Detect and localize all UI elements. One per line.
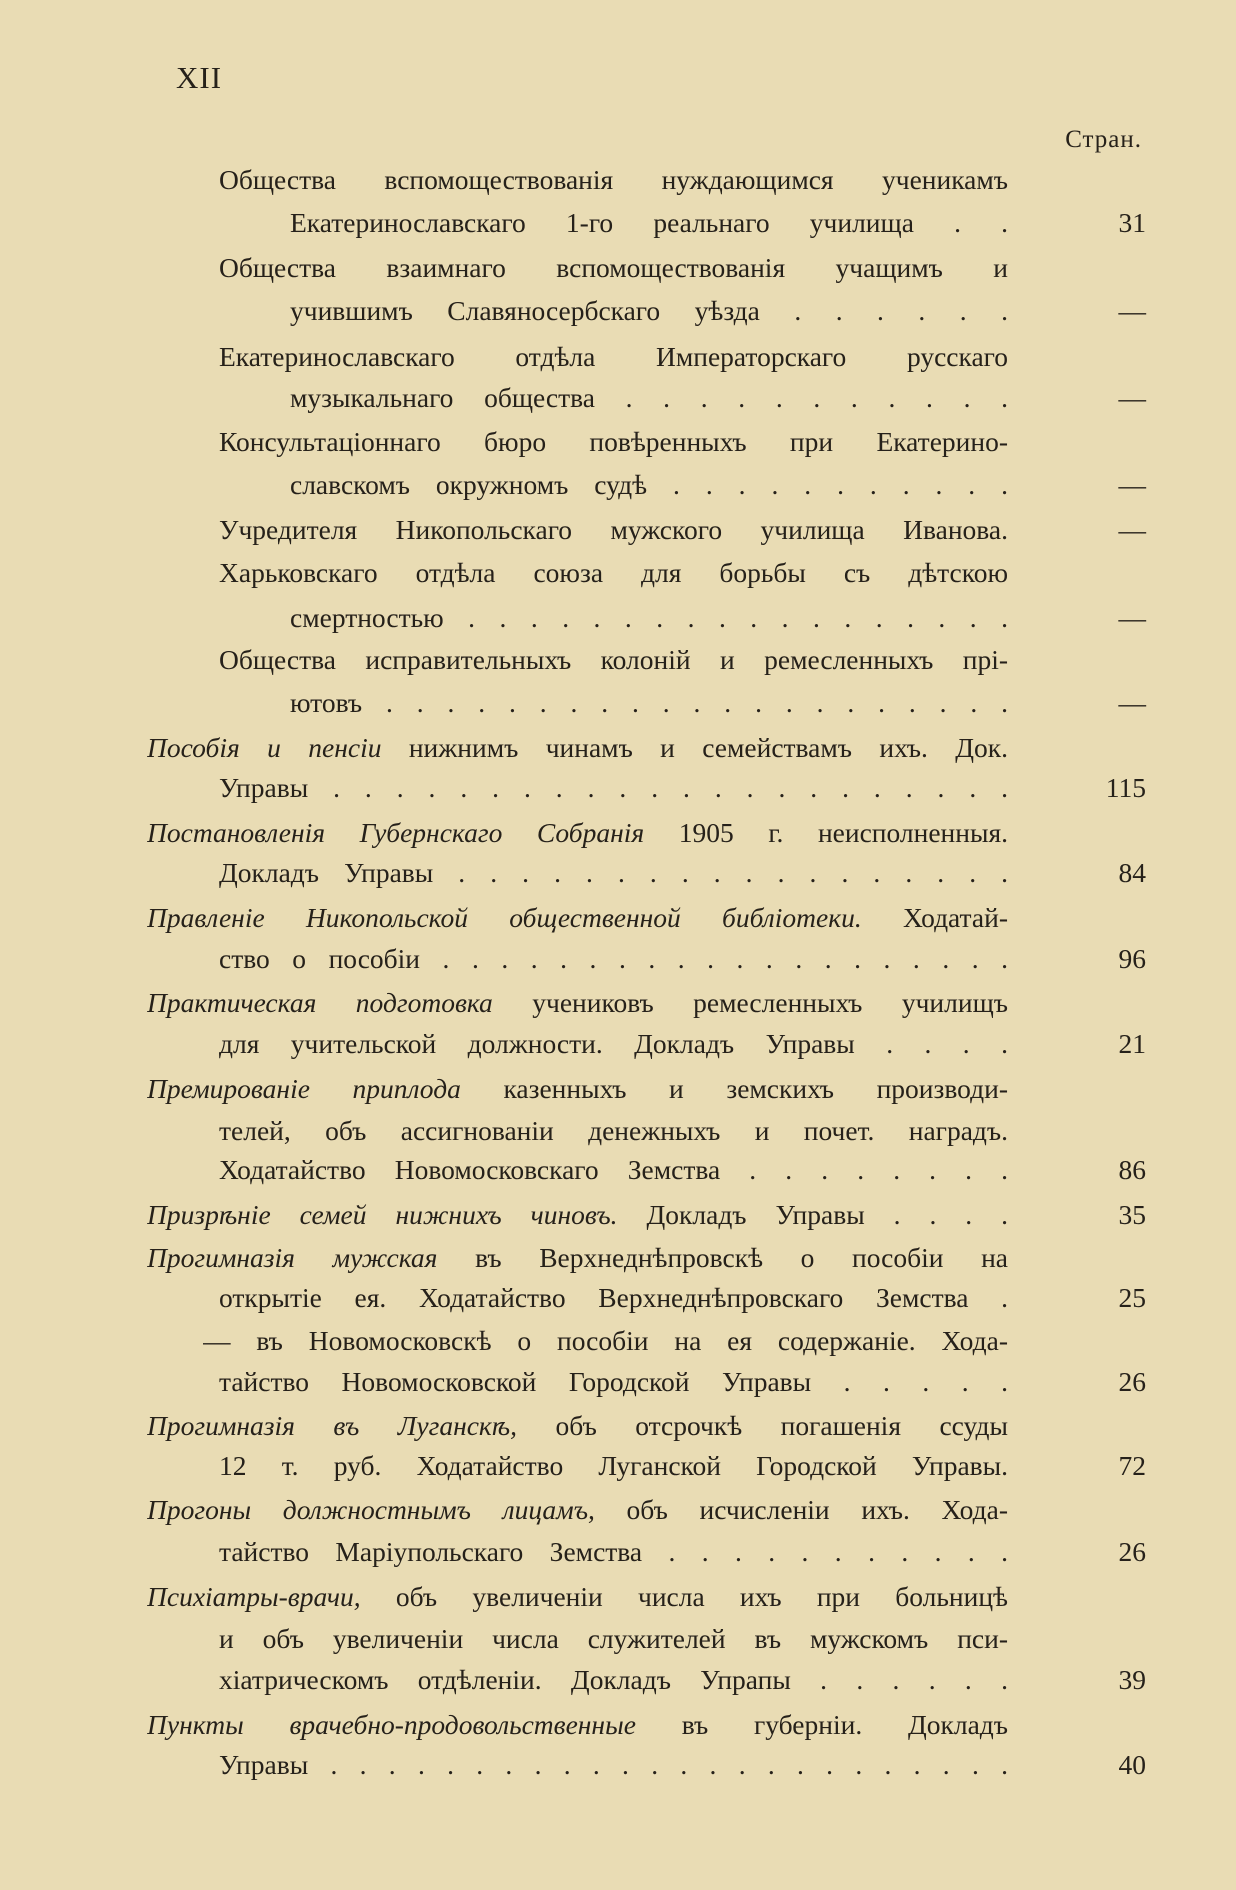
- index-line: [0, 510, 1236, 550]
- page-reference: 39: [1118, 1664, 1146, 1695]
- entry-fragment: Общества взаимнаго вспомоществованія учащимъ и: [219, 252, 1008, 283]
- page-column-header: Стран.: [1065, 126, 1142, 153]
- page-number: XII: [176, 60, 223, 95]
- page-reference: 115: [1105, 772, 1146, 803]
- page-reference: —: [1118, 295, 1146, 326]
- entry-fragment: казенныхъ и земскихъ производи-: [460, 1073, 1008, 1104]
- entry-text: [147, 1577, 1008, 1617]
- index-line: [0, 1278, 1236, 1318]
- entry-heading: Психіатры-врачи,: [147, 1581, 361, 1612]
- entry-fragment: Докладъ Управы . . . .: [617, 1199, 1008, 1230]
- entry-text: [219, 1362, 1008, 1402]
- index-line: [0, 598, 1236, 638]
- entry-fragment: ютовъ . . . . . . . . . . . . . . . . . . . . .: [290, 687, 1008, 718]
- index-line: [0, 1619, 1236, 1659]
- index-line: [0, 337, 1236, 377]
- entry-fragment: въ Верхнеднѣпровскѣ о пособіи на: [437, 1242, 1008, 1273]
- entry-fragment: учившимъ Славяносербскаго уѣзда . . . . . .: [290, 295, 1008, 326]
- entry-text: [147, 1069, 1008, 1109]
- entry-text: [219, 1111, 1008, 1151]
- entry-fragment: тайство Новомосковской Городской Управы . . . . .: [219, 1366, 1008, 1397]
- entry-fragment: для учительской должности. Докладъ Управы . . . .: [219, 1028, 1008, 1059]
- page-reference: 21: [1118, 1028, 1146, 1059]
- entry-text: [219, 1024, 1008, 1064]
- entry-text: [147, 1195, 1008, 1235]
- entry-heading: Пункты врачебно-продовольственные: [147, 1709, 636, 1740]
- entry-fragment: тайство Маріупольскаго Земства . . . . . . . . . . .: [219, 1536, 1008, 1567]
- entry-fragment: объ увеличеніи числа ихъ при больницѣ: [360, 1581, 1008, 1612]
- entry-text: [147, 1238, 1008, 1278]
- entry-fragment: Общества исправительныхъ колоній и ремесленныхъ прі-: [219, 644, 1008, 675]
- index-line: [0, 1406, 1236, 1446]
- index-line: [0, 1490, 1236, 1530]
- entry-heading: Пособія и пенсіи: [147, 732, 382, 763]
- entry-text: [219, 1278, 1008, 1318]
- index-line: [0, 1321, 1236, 1361]
- index-line: [0, 853, 1236, 893]
- entry-heading: Призрѣніе семей нижнихъ чиновъ.: [147, 1199, 618, 1230]
- entry-text: [219, 1745, 1008, 1785]
- entry-text: [219, 1532, 1008, 1572]
- index-line: [0, 1238, 1236, 1278]
- index-line: [0, 898, 1236, 938]
- entry-fragment: Ходатайство Новомосковскаго Земства . . . . . . . .: [219, 1154, 1008, 1185]
- index-line: [0, 1660, 1236, 1700]
- index-line: [0, 728, 1236, 768]
- entry-text: [219, 1660, 1008, 1700]
- entry-fragment: и объ увеличеніи числа служителей въ мужскомъ пси-: [219, 1623, 1008, 1654]
- index-line: [0, 553, 1236, 593]
- index-line: [0, 378, 1236, 418]
- index-line: [0, 1577, 1236, 1617]
- entry-fragment: Управы . . . . . . . . . . . . . . . . . . . . . .: [219, 772, 1008, 803]
- index-line: [0, 1069, 1236, 1109]
- entry-heading: Прогимназія мужская: [147, 1242, 438, 1273]
- index-line: [0, 1446, 1236, 1486]
- index-line: [0, 768, 1236, 808]
- index-line: [0, 1195, 1236, 1235]
- entry-heading: Практическая подготовка: [147, 987, 493, 1018]
- entry-text: [219, 248, 1008, 288]
- entry-heading: Прогимназія въ Луганскѣ,: [147, 1410, 518, 1441]
- entry-text: [290, 203, 1008, 243]
- index-line: [0, 1705, 1236, 1745]
- entry-fragment: въ губерніи. Докладъ: [635, 1709, 1008, 1740]
- page-reference: 35: [1118, 1199, 1146, 1230]
- entry-text: [147, 1406, 1008, 1446]
- index-line: [0, 1150, 1236, 1190]
- page-reference: —: [1118, 687, 1146, 718]
- entry-heading: Правленіе Никопольской общественной библіотеки.: [147, 902, 862, 933]
- page-reference: 26: [1118, 1366, 1146, 1397]
- page-reference: 26: [1118, 1536, 1146, 1567]
- index-line: [0, 203, 1236, 243]
- entry-text: [290, 378, 1008, 418]
- entry-text: [147, 983, 1008, 1023]
- entry-text: [219, 510, 1008, 550]
- entry-fragment: объ исчисленіи ихъ. Хода-: [594, 1494, 1008, 1525]
- entry-text: [290, 683, 1008, 723]
- entry-text: [219, 422, 1008, 462]
- index-line: [0, 683, 1236, 723]
- entry-text: [219, 640, 1008, 680]
- page-reference: 84: [1118, 857, 1146, 888]
- index-line: [0, 640, 1236, 680]
- entry-fragment: учениковъ ремесленныхъ училищъ: [492, 987, 1008, 1018]
- entry-text: [147, 898, 1008, 938]
- entry-fragment: объ отсрочкѣ погашенія ссуды: [517, 1410, 1008, 1441]
- page-reference: 96: [1118, 943, 1146, 974]
- entry-fragment: Учредителя Никопольскаго мужского училища Иванова.: [219, 514, 1008, 545]
- entry-text: [219, 337, 1008, 377]
- page-reference: —: [1118, 469, 1146, 500]
- entry-text: [147, 728, 1008, 768]
- index-line: [0, 1745, 1236, 1785]
- entry-text: [219, 553, 1008, 593]
- index-line: [0, 291, 1236, 331]
- entry-fragment: славскомъ окружномъ судѣ . . . . . . . . . . .: [290, 469, 1008, 500]
- entry-text: [147, 1705, 1008, 1745]
- entry-fragment: Ходатай-: [861, 902, 1008, 933]
- entry-fragment: хіатрическомъ отдѣленіи. Докладъ Упрапы . . . . . .: [219, 1664, 1008, 1695]
- entry-fragment: музыкальнаго общества . . . . . . . . . . .: [290, 382, 1008, 413]
- index-line: [0, 1024, 1236, 1064]
- entry-fragment: Консультаціоннаго бюро повѣренныхъ при Екатерино-: [219, 426, 1008, 457]
- entry-text: [219, 1446, 1008, 1486]
- entry-heading: Постановленія Губернскаго Собранія: [147, 817, 645, 848]
- page-reference: 40: [1118, 1749, 1146, 1780]
- index-line: [0, 422, 1236, 462]
- page-reference: 86: [1118, 1154, 1146, 1185]
- entry-fragment: 1905 г. неисполненныя.: [644, 817, 1008, 848]
- entry-fragment: Екатеринославскаго 1-го реальнаго училища . .: [290, 207, 1008, 238]
- entry-fragment: 12 т. руб. Ходатайство Луганской Городской Управы.: [219, 1450, 1008, 1481]
- index-line: [0, 160, 1236, 200]
- page-reference: 72: [1118, 1450, 1146, 1481]
- page-reference: 31: [1118, 207, 1146, 238]
- entry-fragment: смертностью . . . . . . . . . . . . . . . . . .: [290, 602, 1008, 633]
- entry-text: [147, 1490, 1008, 1530]
- page-reference: —: [1118, 514, 1146, 545]
- index-line: [0, 1362, 1236, 1402]
- page-reference: —: [1118, 602, 1146, 633]
- entry-text: [147, 813, 1008, 853]
- index-line: [0, 1111, 1236, 1151]
- entry-fragment: Екатеринославскаго отдѣла Императорскаго русскаго: [219, 341, 1008, 372]
- index-line: [0, 1532, 1236, 1572]
- entry-heading: Прогоны должностнымъ лицамъ,: [147, 1494, 595, 1525]
- page-reference: 25: [1118, 1282, 1146, 1313]
- entry-fragment: открытіе ея. Ходатайство Верхнеднѣпровскаго Земства .: [219, 1282, 1008, 1313]
- entry-text: [203, 1321, 1008, 1361]
- entry-text: [219, 768, 1008, 808]
- index-line: [0, 813, 1236, 853]
- index-line: [0, 465, 1236, 505]
- entry-text: [219, 939, 1008, 979]
- entry-fragment: ство о пособіи . . . . . . . . . . . . . . . . . . . .: [219, 943, 1008, 974]
- entry-fragment: — въ Новомосковскѣ о пособіи на ея содержаніе. Хода-: [203, 1325, 1008, 1356]
- entry-text: [219, 160, 1008, 200]
- entry-fragment: Общества вспомоществованія нуждающимся ученикамъ: [219, 164, 1008, 195]
- index-line: [0, 248, 1236, 288]
- entry-text: [219, 1619, 1008, 1659]
- entry-fragment: Управы . . . . . . . . . . . . . . . . . . . . . . . .: [219, 1749, 1008, 1780]
- entry-fragment: телей, объ ассигнованіи денежныхъ и почет. наградъ.: [219, 1115, 1008, 1146]
- entry-text: [219, 1150, 1008, 1190]
- index-line: [0, 983, 1236, 1023]
- entry-fragment: Докладъ Управы . . . . . . . . . . . . . . . . . .: [219, 857, 1008, 888]
- entry-heading: Премированіе приплода: [147, 1073, 461, 1104]
- index-line: [0, 939, 1236, 979]
- page-reference: —: [1118, 382, 1146, 413]
- entry-text: [219, 853, 1008, 893]
- entry-text: [290, 598, 1008, 638]
- entry-text: [290, 291, 1008, 331]
- entry-fragment: нижнимъ чинамъ и семействамъ ихъ. Док.: [381, 732, 1008, 763]
- entry-text: [290, 465, 1008, 505]
- entry-fragment: Харьковскаго отдѣла союза для борьбы съ дѣтскою: [219, 557, 1008, 588]
